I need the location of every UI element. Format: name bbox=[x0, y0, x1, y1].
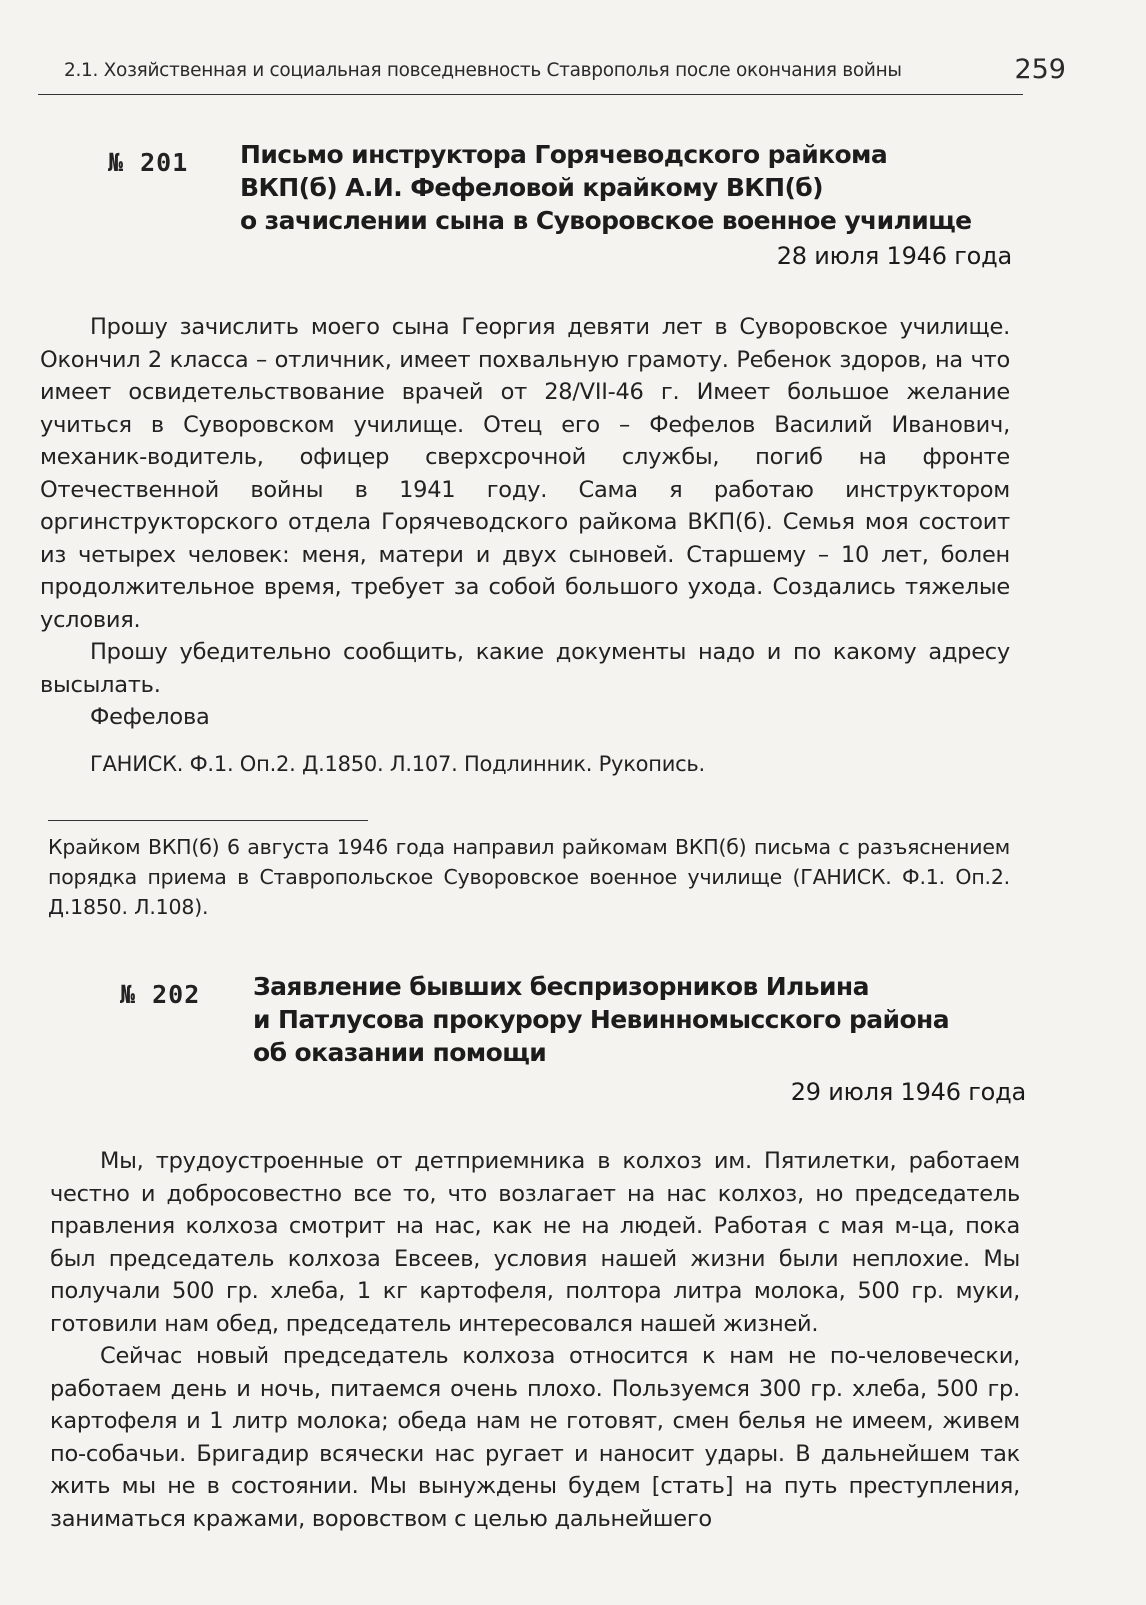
doc-201-title-line: ВКП(б) А.И. Фефеловой крайкому ВКП(б) bbox=[240, 173, 823, 202]
doc-201-title-line: о зачислении сына в Суворовское военное училище bbox=[240, 206, 972, 235]
header-title: 2.1. Хозяйственная и социальная повседневность Ставрополья после окончания войны bbox=[64, 60, 902, 81]
page-number: 259 bbox=[1014, 54, 1066, 85]
doc-201-title bbox=[240, 138, 972, 237]
doc-201-date: 28 июля 1946 года bbox=[776, 242, 1012, 270]
doc-202-title-line: и Патлусова прокурору Невинномысского района bbox=[253, 1005, 949, 1034]
doc-201-number: № 201 bbox=[108, 148, 189, 177]
running-header bbox=[38, 42, 1088, 98]
doc-201-paragraph: Прошу зачислить моего сына Георгия девяти лет в Суворовское училище. Окончил 2 класса – отличник, имеет похвальную грамоту. Ребенок здоров, на что имеет освидетельствование врачей от 28/VII-46 г. Имеет большое желание учиться в Суворовском училище. Отец его – Фефелов Василий Иванович, механик-водитель, офицер сверхсрочной службы, погиб на фронте Отечественной войны в 1941 году. Сама я работаю инструктором оргинструкторского отдела Горячеводского райкома ВКП(б). Семья моя состоит из четырех человек: меня, матери и двух сыновей. Старшему – 10 лет, болен продолжительное время, требует за собой большого ухода. Создались тяжелые условия. bbox=[40, 314, 1010, 633]
header-divider bbox=[38, 94, 1023, 95]
doc-202-paragraph: Сейчас новый председатель колхоза относится к нам не по-человечески, работаем день и ночь, питаемся очень плохо. Пользуемся 300 гр. хлеба, 500 гр. картофеля и 1 литр молока; обеда нам не готовят, смен белья не имеем, живем по-собачьи. Бригадир всячески нас ругает и наносит удары. В дальнейшем так жить мы не в состоянии. Мы вынуждены будем [стать] на путь преступления, заниматься кражами, воровством с целью дальнейшего bbox=[50, 1343, 1020, 1532]
footnote: Крайком ВКП(б) 6 августа 1946 года направил райкомам ВКП(б) письма с разъяснением порядка приема в Ставропольское Суворовское военное училище (ГАНИСК. Ф.1. Оп.2. Д.1850. Л.108). bbox=[48, 835, 1010, 919]
doc-202-title bbox=[253, 970, 949, 1069]
doc-201-signature: Фефелова bbox=[90, 704, 210, 730]
doc-201-source: ГАНИСК. Ф.1. Оп.2. Д.1850. Л.107. Подлинник. Рукопись. bbox=[90, 751, 705, 776]
doc-201-title-line: Письмо инструктора Горячеводского райкома bbox=[240, 140, 888, 169]
doc-202-title-line: Заявление бывших беспризорников Ильина bbox=[253, 972, 869, 1001]
doc-202-number: № 202 bbox=[120, 980, 201, 1009]
doc-201-paragraph: Прошу убедительно сообщить, какие документы надо и по какому адресу высылать. bbox=[40, 639, 1010, 698]
doc-202-date: 29 июля 1946 года bbox=[790, 1078, 1026, 1106]
doc-202-body bbox=[50, 1145, 1020, 1535]
footnote-divider bbox=[48, 820, 368, 821]
doc-202-title-line: об оказании помощи bbox=[253, 1038, 547, 1067]
doc-202-paragraph: Мы, трудоустроенные от детприемника в колхоз им. Пятилетки, работаем честно и добросовестно все то, что возлагает на нас колхоз, но председатель правления колхоза смотрит на нас, как не на людей. Работая с мая м-ца, пока был председатель колхоза Евсеев, условия нашей жизни были неплохие. Мы получали 500 гр. хлеба, 1 кг картофеля, полтора литра молока, 500 гр. муки, готовили нам обед, председатель интересовался нашей жизней. bbox=[50, 1148, 1020, 1337]
doc-201-body bbox=[40, 311, 1010, 780]
